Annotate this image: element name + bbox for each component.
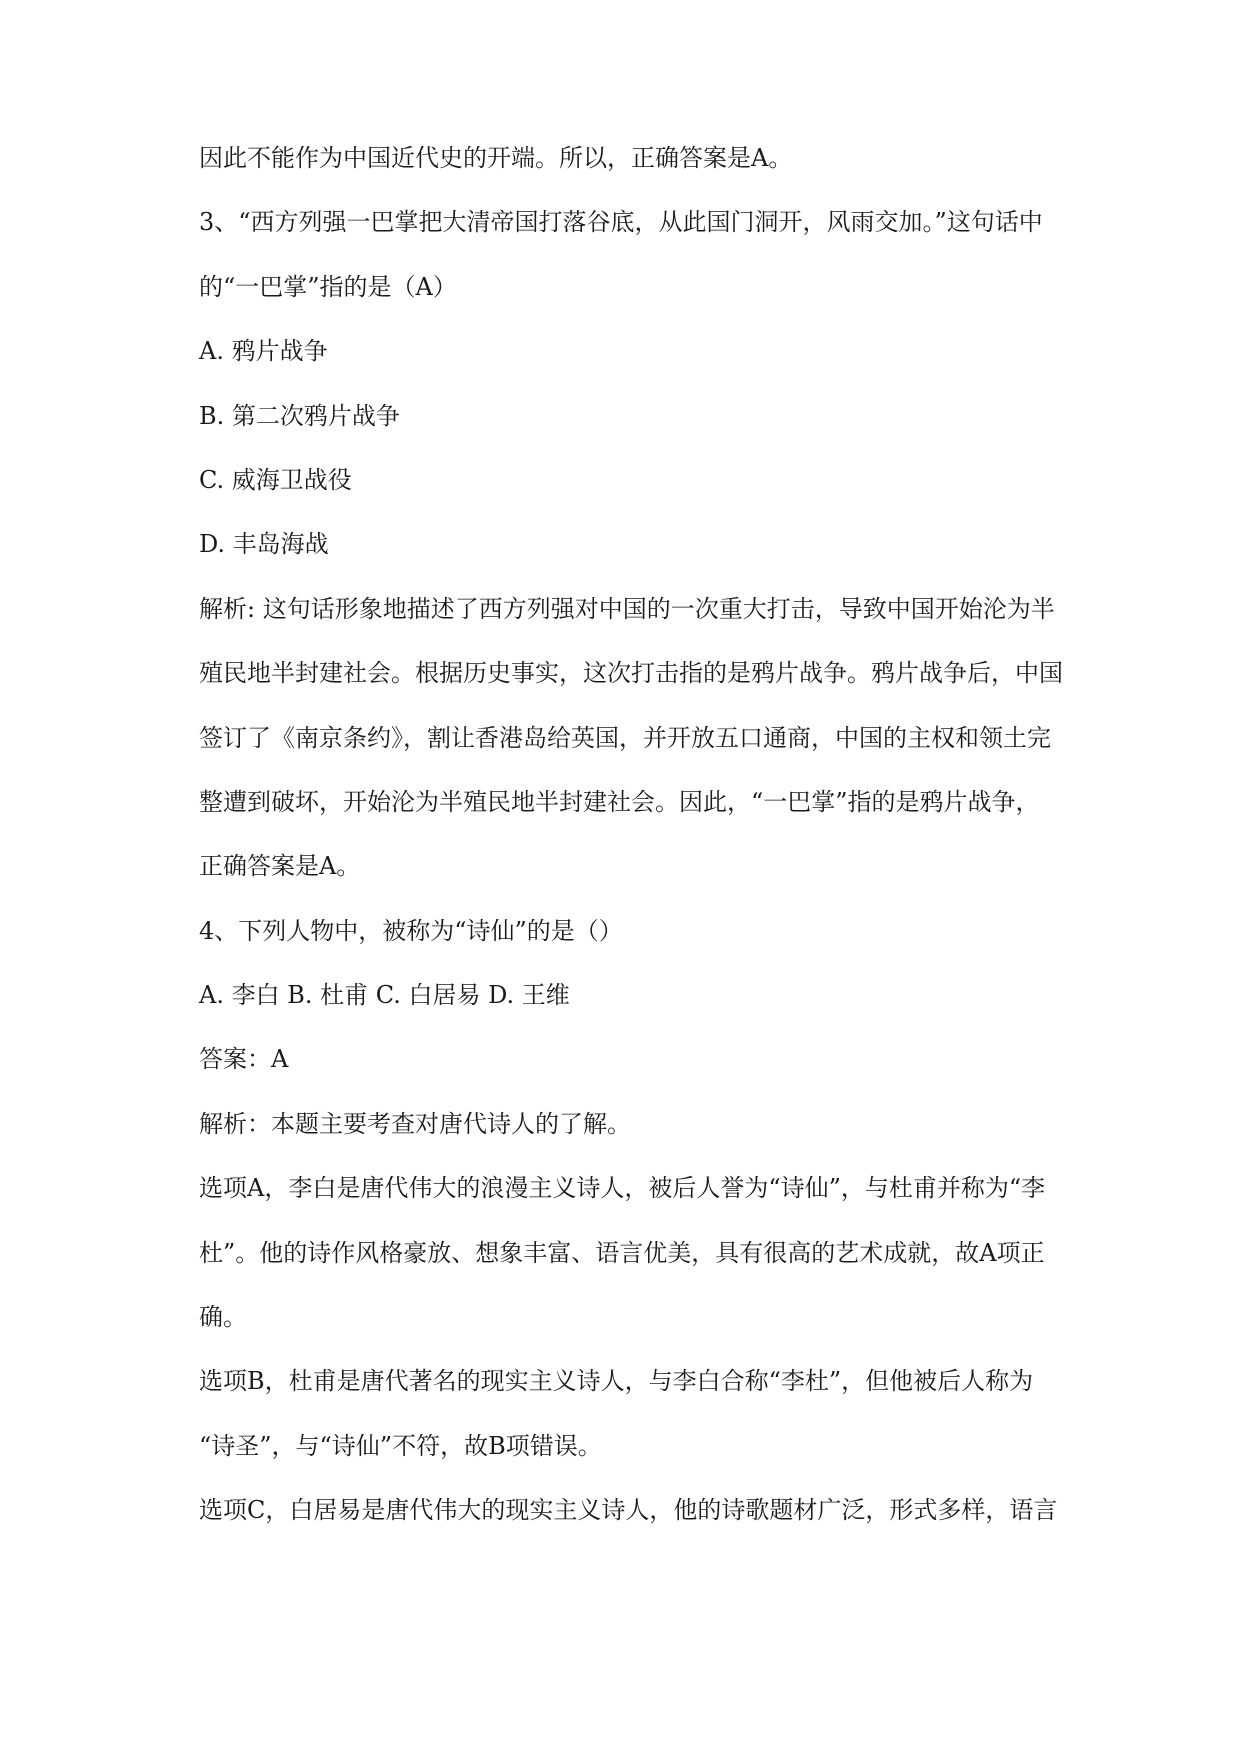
option-b: B. 第二次鸦片战争 bbox=[199, 401, 400, 430]
option-a: A. 鸦片战争 bbox=[199, 337, 328, 366]
analysis-line: 确。 bbox=[199, 1303, 247, 1332]
answer-line: 答案：A bbox=[199, 1045, 289, 1074]
analysis-line: 整遭到破坏，开始沦为半殖民地半封建社会。因此，“一巴掌”指的是鸦片战争， bbox=[199, 787, 1040, 816]
question-4-options: A. 李白 B. 杜甫 C. 白居易 D. 王维 bbox=[199, 981, 570, 1010]
analysis-line: 签订了《南京条约》，割让香港岛给英国，并开放五口通商，中国的主权和领土完 bbox=[199, 723, 1051, 752]
analysis-line: 解析: 这句话形象地描述了西方列强对中国的一次重大打击，导致中国开始沦为半 bbox=[199, 594, 1055, 623]
question-3-stem-cont: 的“一巴掌”指的是（A） bbox=[199, 272, 457, 301]
option-d: D. 丰岛海战 bbox=[199, 530, 329, 559]
text-line: 因此不能作为中国近代史的开端。所以，正确答案是A。 bbox=[199, 144, 793, 172]
question-4-stem: 4、下列人物中，被称为“诗仙”的是（） bbox=[199, 916, 623, 945]
analysis-line: 杜”。他的诗作风格豪放、想象丰富、语言优美，具有很高的艺术成就，故A项正 bbox=[199, 1238, 1045, 1267]
document-body bbox=[199, 140, 1089, 1557]
analysis-line: 选项A，李白是唐代伟大的浪漫主义诗人，被后人誉为“诗仙”，与杜甫并称为“李 bbox=[199, 1174, 1046, 1203]
analysis-line: 殖民地半封建社会。根据历史事实，这次打击指的是鸦片战争。鸦片战争后，中国 bbox=[199, 659, 1063, 688]
option-c: C. 威海卫战役 bbox=[199, 465, 352, 494]
analysis-line: 选项B，杜甫是唐代著名的现实主义诗人，与李白合称“李杜”，但他被后人称为 bbox=[199, 1367, 1034, 1396]
analysis-line: “诗圣”，与“诗仙”不符，故B项错误。 bbox=[199, 1431, 602, 1460]
question-3-stem: 3、“西方列强一巴掌把大清帝国打落谷底，从此国门洞开，风雨交加。”这句话中 bbox=[199, 208, 1043, 237]
analysis-line: 选项C，白居易是唐代伟大的现实主义诗人，他的诗歌题材广泛，形式多样，语言 bbox=[199, 1496, 1058, 1525]
analysis-line: 正确答案是A。 bbox=[199, 852, 361, 881]
analysis-line: 解析：本题主要考查对唐代诗人的了解。 bbox=[199, 1109, 631, 1138]
